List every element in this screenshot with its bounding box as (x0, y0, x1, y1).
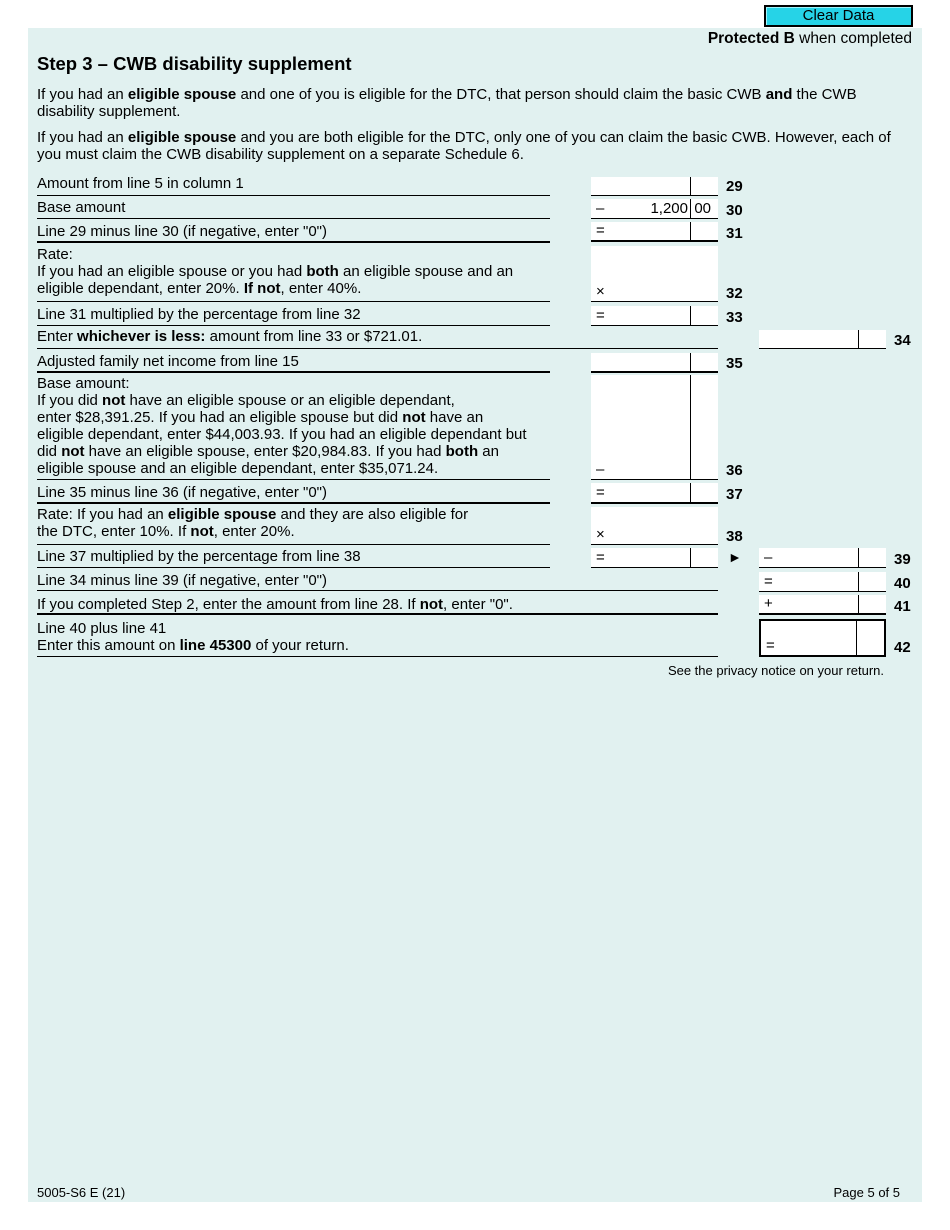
line-37-label: Line 35 minus line 36 (if negative, enter "0") (37, 484, 327, 501)
line-37-rule (37, 502, 550, 504)
line-42-operator: = (766, 637, 775, 654)
line-39-operator: – (764, 549, 773, 566)
line-32-number: 32 (726, 285, 743, 302)
line-40-field[interactable] (759, 572, 886, 592)
line-41-label: If you completed Step 2, enter the amount from line 28. If not, enter "0". (37, 596, 513, 613)
form-identifier: 5005-S6 E (21) (37, 1185, 126, 1200)
step-title: Step 3 – CWB disability supplement (37, 53, 352, 74)
protected-notice (708, 30, 912, 48)
line-36-operator: – (596, 461, 605, 478)
protected-suffix: when completed (794, 30, 912, 47)
line-34-number: 34 (894, 332, 911, 349)
line-31-field[interactable] (591, 222, 718, 242)
line-30-field (591, 199, 718, 219)
line-31-rule (37, 241, 550, 243)
line-37-number: 37 (726, 486, 743, 503)
line-39-rule (37, 567, 550, 568)
line-32-label: Rate: If you had an eligible spouse or you had both an eligible spouse and an eligible dependant, enter 20%. If not, enter 40%. (37, 246, 514, 297)
line-33-field[interactable] (591, 306, 718, 326)
line-32-field[interactable] (591, 246, 718, 302)
privacy-notice: See the privacy notice on your return. (667, 663, 884, 678)
line-29-label: Amount from line 5 in column 1 (37, 175, 244, 192)
line-36-number: 36 (726, 462, 743, 479)
line-36-rule (37, 479, 550, 480)
line-40-rule (37, 590, 718, 591)
line-30-rule (37, 218, 550, 219)
line-38-label: Rate: If you had an eligible spouse and they are also eligible for the DTC, enter 10%. If not, enter 20%. (37, 506, 469, 540)
line-29-rule (37, 195, 550, 196)
line-39-left-operator: = (596, 549, 605, 566)
line-39-field[interactable] (759, 548, 886, 568)
line-33-rule (37, 325, 550, 326)
line-36-field[interactable] (591, 375, 718, 480)
line-30-number: 30 (726, 202, 743, 219)
line-40-operator: = (764, 573, 773, 590)
clear-data-button[interactable]: Clear Data (764, 5, 913, 27)
line-40-number: 40 (894, 575, 911, 592)
line-30-operator: – (596, 200, 605, 217)
line-30-label: Base amount (37, 199, 126, 216)
page-number: Page 5 of 5 (833, 1185, 900, 1200)
intro-paragraph-2: If you had an eligible spouse and you are both eligible for the DTC, only one of you can claim the basic CWB. However, each of you must claim the CWB disability supplement on a separate Schedule 6. (37, 129, 891, 163)
line-42-number: 42 (894, 639, 911, 656)
line-40-label: Line 34 minus line 39 (if negative, enter "0") (37, 572, 327, 589)
line-29-field[interactable] (591, 177, 718, 196)
line-34-rule (37, 348, 718, 349)
line-31-label: Line 29 minus line 30 (if negative, enter "0") (37, 223, 327, 240)
line-30-cents: 00 (694, 200, 711, 217)
line-39-left-field[interactable] (591, 548, 718, 568)
line-33-number: 33 (726, 309, 743, 326)
line-38-field[interactable] (591, 507, 718, 545)
line-32-operator: × (596, 283, 605, 300)
transfer-arrow-icon: ► (728, 549, 742, 565)
line-36-label: Base amount: If you did not have an eligible spouse or an eligible dependant, enter $28,391.25. If you had an eligible spouse but did not have an eligible dependant, enter $44,003.93. If you had an eligible dependant but did not have an eligible spouse, enter $20,984.83. If you had both an eligible spouse and an eligible dependant, enter $35,071.24. (37, 375, 527, 477)
line-35-label: Adjusted family net income from line 15 (37, 353, 299, 370)
line-31-operator: = (596, 222, 605, 239)
line-31-number: 31 (726, 225, 743, 242)
line-30-dollars: 1,200 (650, 200, 688, 217)
line-34-field[interactable] (759, 330, 886, 349)
intro-paragraph-1: If you had an eligible spouse and one of you is eligible for the DTC, that person should claim the basic CWB and the CWB disability supplement. (37, 86, 857, 120)
line-38-number: 38 (726, 528, 743, 545)
line-42-label: Line 40 plus line 41 Enter this amount on line 45300 of your return. (37, 620, 349, 654)
line-41-number: 41 (894, 598, 911, 615)
line-42-rule (37, 656, 718, 657)
line-35-field[interactable] (591, 353, 718, 373)
line-35-number: 35 (726, 355, 743, 372)
line-41-rule (37, 613, 718, 615)
line-37-field[interactable] (591, 483, 718, 504)
line-34-label: Enter whichever is less: amount from line 33 or $721.01. (37, 328, 423, 345)
line-39-label: Line 37 multiplied by the percentage from line 38 (37, 548, 361, 565)
protected-label: Protected B (707, 30, 795, 47)
form-panel (28, 28, 922, 1202)
line-41-operator: + (764, 595, 773, 612)
line-38-rule (37, 544, 550, 545)
line-33-operator: = (596, 307, 605, 324)
line-38-operator: × (596, 526, 605, 543)
line-29-number: 29 (726, 178, 743, 195)
line-35-rule (37, 371, 550, 373)
line-39-number: 39 (894, 551, 911, 568)
line-41-field[interactable] (759, 595, 886, 615)
line-42-field[interactable] (759, 619, 886, 657)
line-37-operator: = (596, 484, 605, 501)
line-33-label: Line 31 multiplied by the percentage from line 32 (37, 306, 361, 323)
line-32-rule (37, 301, 550, 302)
